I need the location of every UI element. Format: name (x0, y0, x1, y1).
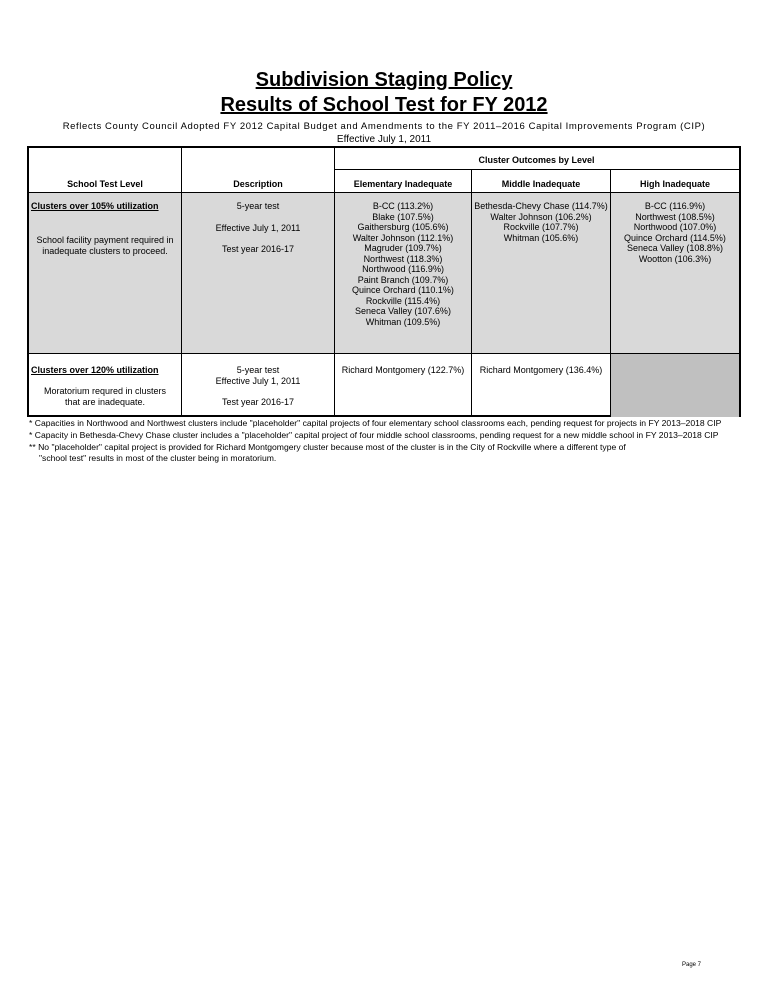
note-line: that are inadequate. (64, 396, 146, 407)
cluster-item: Seneca Valley (107.6%) (355, 306, 451, 316)
desc-line (182, 212, 334, 223)
desc-line: Test year 2016-17 (221, 397, 295, 407)
cluster-item: Northwest (118.3%) (363, 253, 443, 264)
col-header-description: Description (233, 179, 283, 189)
col-header-middle: Middle Inadequate (501, 179, 581, 189)
footnote-4: "school test" results in most of the cluster being in moratorium. (39, 453, 277, 463)
cluster-item: Richard Montgomery (122.7%) (341, 365, 465, 375)
level-105-title: Clusters over 105% utilization (31, 201, 159, 211)
cluster-item: Whitman (105.6%) (503, 232, 579, 243)
description-105 (182, 201, 334, 255)
cluster-item: Northwest (108.5%) (635, 211, 715, 222)
row-divider (29, 353, 739, 354)
desc-line (182, 233, 334, 244)
desc-line (182, 386, 334, 397)
footnote-1: * Capacities in Northwood and Northwest clusters include "placeholder" capital projects of four elementary school classrooms each, pending request for projects in FY 2013–2018 CIP (29, 418, 722, 428)
desc-line: Effective July 1, 2011 (215, 222, 301, 233)
level-120-note (29, 386, 181, 407)
footnote-3: ** No "placeholder" capital project is provided for Richard Montgomgery cluster because most of the cluster is in the City of Rockville where a different type of (29, 442, 626, 452)
cluster-item: B-CC (113.2%) (372, 201, 434, 211)
cluster-item: Blake (107.5%) (372, 211, 434, 222)
desc-line: 5-year test (236, 365, 280, 375)
cluster-item: Richard Montgomery (136.4%) (479, 365, 603, 375)
middle-105-list (472, 201, 610, 243)
desc-line: Effective July 1, 2011 (215, 375, 301, 386)
description-120 (182, 365, 334, 408)
effective-date: Effective July 1, 2011 (336, 134, 432, 145)
col-header-elementary: Elementary Inadequate (353, 179, 453, 189)
middle-120-list (472, 365, 610, 376)
cluster-item: Rockville (107.7%) (503, 222, 579, 232)
cluster-item: Quince Orchard (110.1%) (352, 285, 454, 295)
cluster-item: Bethesda-Chevy Chase (114.7%) (474, 201, 608, 211)
note-line: School facility payment required in (36, 235, 174, 245)
col-header-level: School Test Level (67, 179, 143, 189)
high-105-list (611, 201, 739, 264)
desc-line: Test year 2016-17 (221, 244, 295, 254)
cluster-item: Paint Branch (109.7%) (357, 274, 449, 285)
page-number: Page 7 (682, 962, 702, 968)
level-120-title: Clusters over 120% utilization (31, 365, 159, 375)
col-header-high: High Inadequate (639, 179, 710, 189)
subtitle: Reflects County Council Adopted FY 2012 Capital Budget and Amendments to the FY 2011–2016 Capital Improvements Program (CIP) (62, 121, 706, 132)
elementary-105-list (335, 201, 471, 327)
high-120-empty-cell (610, 353, 739, 417)
cluster-item: Rockville (115.4%) (365, 295, 441, 306)
footnote-2: * Capacity in Bethesda-Chevy Chase cluster includes a "placeholder" capital project of four middle school classrooms, pending request for a new middle school in FY 2013–2018 CIP (29, 430, 719, 440)
cluster-item: Wootton (106.3%) (638, 253, 712, 264)
group-header: Cluster Outcomes by Level (478, 155, 595, 165)
page-title-line-2: Results of School Test for FY 2012 (220, 94, 548, 116)
cluster-item: Walter Johnson (106.2%) (490, 211, 592, 222)
header-bottom-line (29, 192, 739, 193)
cluster-item: Northwood (116.9%) (362, 264, 444, 274)
note-line: Moratorium requred in clusters (43, 386, 167, 396)
cluster-item: B-CC (116.9%) (644, 201, 706, 211)
elementary-120-list (335, 365, 471, 376)
desc-line: 5-year test (236, 201, 280, 211)
cluster-item: Walter Johnson (112.1%) (352, 232, 454, 243)
cluster-item: Whitman (109.5%) (365, 316, 441, 327)
note-line: inadequate clusters to proceed. (42, 245, 168, 256)
group-header-divider (334, 169, 739, 170)
cluster-item: Seneca Valley (108.8%) (627, 243, 723, 253)
cluster-item: Northwood (107.0%) (633, 222, 717, 232)
page-title-line-1: Subdivision Staging Policy (255, 69, 513, 91)
cluster-item: Gaithersburg (105.6%) (357, 222, 449, 232)
level-105-note (29, 235, 181, 256)
cluster-item: Quince Orchard (114.5%) (624, 232, 726, 243)
school-test-table (27, 146, 741, 417)
cluster-item: Magruder (109.7%) (364, 243, 442, 253)
